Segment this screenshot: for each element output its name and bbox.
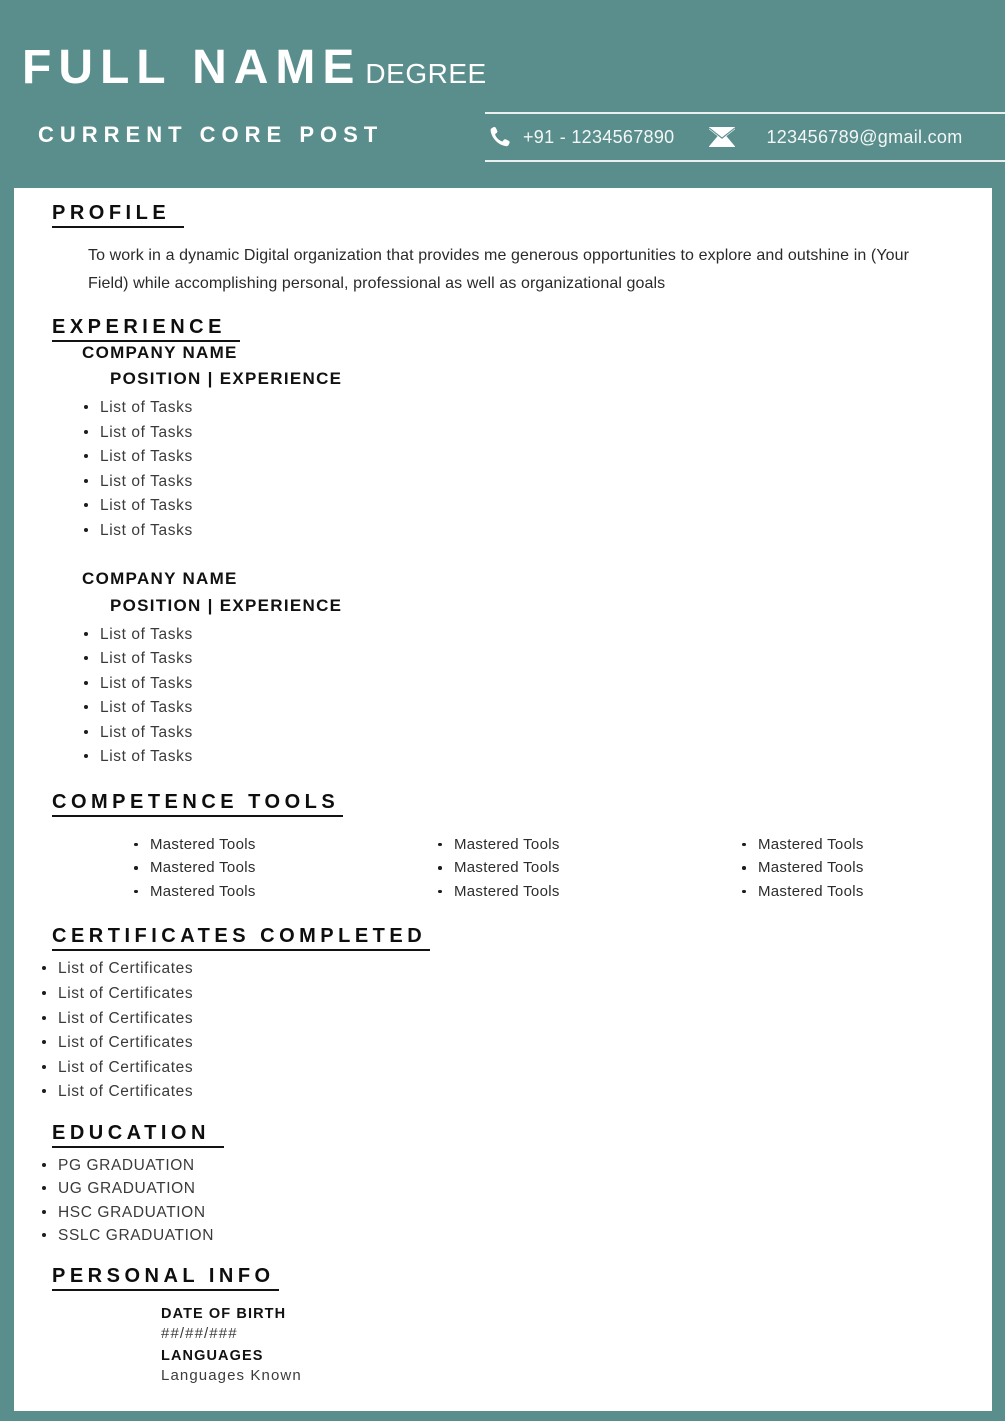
experience-entry (82, 342, 966, 542)
name-row (22, 41, 487, 94)
contact-email[interactable] (708, 124, 962, 150)
position-title: POSITION | EXPERIENCE (110, 369, 343, 389)
list-item: List of Tasks (82, 445, 966, 469)
dob-label: DATE OF BIRTH (161, 1305, 287, 1322)
section-personal-info (40, 1265, 966, 1387)
section-profile (40, 202, 966, 298)
list-item: UG GRADUATION (40, 1177, 966, 1201)
list-item: List of Tasks (82, 647, 966, 671)
list-item: Mastered Tools (132, 835, 436, 855)
list-item: List of Tasks (82, 421, 966, 445)
tools-list (436, 835, 740, 902)
resume-header (0, 0, 1005, 188)
list-item: List of Tasks (82, 721, 966, 745)
list-item: List of Tasks (82, 623, 966, 647)
experience-entry (82, 568, 966, 768)
tools-column (132, 829, 436, 906)
tools-column (436, 829, 740, 906)
envelope-icon (708, 124, 736, 150)
certificates-heading: CERTIFICATES COMPLETED (52, 925, 430, 951)
education-heading: EDUCATION (52, 1122, 224, 1148)
list-item: Mastered Tools (436, 858, 740, 878)
resume-sheet (14, 188, 992, 1411)
list-item: List of Certificates (40, 1056, 966, 1080)
list-item: Mastered Tools (132, 882, 436, 902)
list-item: Mastered Tools (740, 858, 992, 878)
languages-value: Languages Known (161, 1367, 302, 1385)
list-item: HSC GRADUATION (40, 1201, 966, 1225)
section-experience (40, 316, 966, 769)
email-address: 123456789@gmail.com (766, 126, 963, 147)
list-item: List of Certificates (40, 1080, 966, 1104)
list-item: List of Tasks (82, 672, 966, 696)
dob-value: ##/##/### (161, 1325, 238, 1343)
tools-column (740, 829, 992, 906)
phone-icon (485, 124, 513, 150)
list-item: List of Tasks (82, 494, 966, 518)
competence-tools-heading: COMPETENCE TOOLS (52, 791, 343, 817)
list-item: List of Tasks (82, 745, 966, 769)
profile-text: To work in a dynamic Digital organization that provides me generous opportunities to explore and outshine in (Your Field) while accomplishing personal, professional as well as organizational goals (88, 247, 910, 292)
company-name: COMPANY NAME (82, 343, 238, 362)
list-item: List of Tasks (82, 519, 966, 543)
list-item: List of Tasks (82, 696, 966, 720)
section-certificates (40, 925, 966, 1103)
list-item: Mastered Tools (436, 882, 740, 902)
list-item: List of Certificates (40, 1031, 966, 1055)
task-list (82, 396, 966, 542)
contact-bar (485, 112, 1005, 162)
languages-label: LANGUAGES (161, 1347, 264, 1364)
list-item: Mastered Tools (740, 882, 992, 902)
list-item: Mastered Tools (132, 858, 436, 878)
degree-label: DEGREE (365, 58, 487, 89)
contact-phone[interactable] (485, 124, 674, 150)
list-item: List of Certificates (40, 982, 966, 1006)
tools-list (132, 835, 436, 902)
phone-number: +91 - 1234567890 (523, 126, 675, 147)
list-item: List of Certificates (40, 1007, 966, 1031)
personal-info-body (161, 1305, 966, 1387)
personal-info-heading: PERSONAL INFO (52, 1265, 279, 1291)
company-name: COMPANY NAME (82, 569, 238, 589)
list-item: List of Tasks (82, 470, 966, 494)
education-list (40, 1154, 966, 1248)
competence-tools-grid (132, 829, 966, 906)
list-item: List of Tasks (82, 396, 966, 420)
list-item: Mastered Tools (436, 835, 740, 855)
certificates-list (40, 957, 966, 1103)
current-core-post: CURRENT CORE POST (38, 122, 384, 147)
list-item: Mastered Tools (740, 835, 992, 855)
section-education (40, 1122, 966, 1248)
experience-heading: EXPERIENCE (52, 316, 240, 342)
tools-list (740, 835, 992, 902)
list-item: PG GRADUATION (40, 1154, 966, 1178)
profile-heading: PROFILE (52, 202, 184, 228)
list-item: List of Certificates (40, 957, 966, 981)
task-list (82, 623, 966, 769)
section-competence-tools (40, 791, 966, 906)
list-item: SSLC GRADUATION (40, 1224, 966, 1248)
position-title: POSITION | EXPERIENCE (110, 595, 343, 615)
sheet-wrapper (0, 188, 1005, 1421)
full-name: FULL NAME (22, 41, 362, 94)
